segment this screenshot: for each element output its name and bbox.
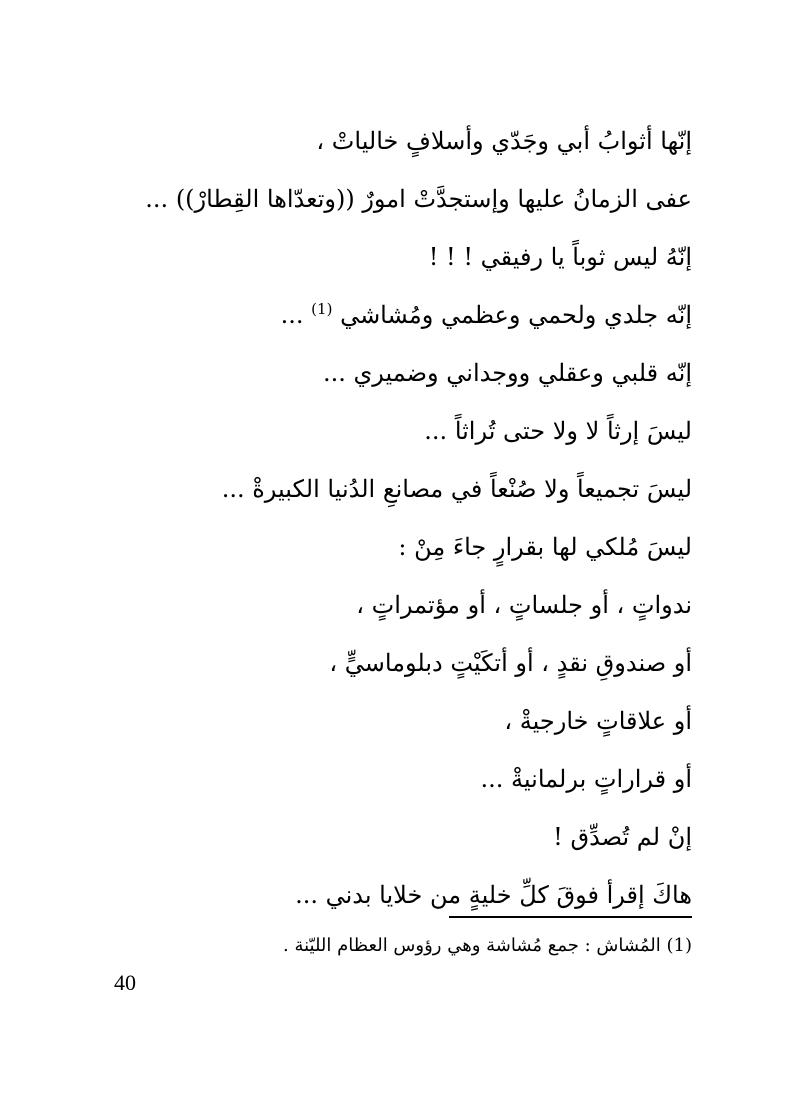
poem-line: ندواتٍ ، أو جلساتٍ ، أو مؤتمراتٍ ، [356, 591, 692, 619]
poem-line-ellipsis: ... [280, 301, 304, 329]
poem-line-text: إنّه جلدي ولحمي وعظمي ومُشاشي [340, 301, 692, 329]
poem-line: إنّها أثوابُ أبي وجَدّي وأسلافٍ خالياتْ ، [316, 127, 692, 155]
poem-line: أو علاقاتٍ خارجيةْ ، [504, 707, 692, 735]
poem-line: عفى الزمانُ عليها وإستجدَّتْ امورٌ ((وتعدّاها القِطارْ)) ... [145, 185, 692, 213]
poem-line: إنْ لم تُصدِّق ! [553, 823, 692, 851]
footnote-marker: (1) [311, 300, 333, 318]
poem-line: أو قراراتٍ برلمانيةْ ... [480, 765, 692, 793]
poem-line: ليسَ مُلكي لها بقرارٍ جاءَ مِنْ : [398, 533, 692, 561]
page-number: 40 [114, 970, 136, 995]
footnote: (1) المُشاش : جمع مُشاشة وهي رؤوس العظام الليّنة . [283, 935, 692, 956]
poem-line-with-footnote [110, 292, 692, 350]
poem-body [110, 118, 692, 930]
poem-line: أو صندوقِ نقدٍ ، أو أتكَيْتٍ دبلوماسيٍّ ، [329, 649, 692, 677]
poem-line: إنّهُ ليس ثوباً يا رفيقي ! ! ! [428, 243, 692, 271]
poem-line: إنّه قلبي وعقلي ووجداني وضميري ... [323, 359, 692, 387]
poem-line: هاكَ إقرأ فوقَ كلِّ خليةٍ من خلايا بدني ... [295, 881, 692, 909]
poem-line: ليسَ تجميعاً ولا صُنْعاً في مصانعِ الدُنيا الكبيرةْ ... [221, 475, 692, 503]
footnote-divider [449, 916, 692, 918]
poem-line: ليسَ إرثاً لا ولا حتى تُراثاً ... [424, 417, 692, 445]
